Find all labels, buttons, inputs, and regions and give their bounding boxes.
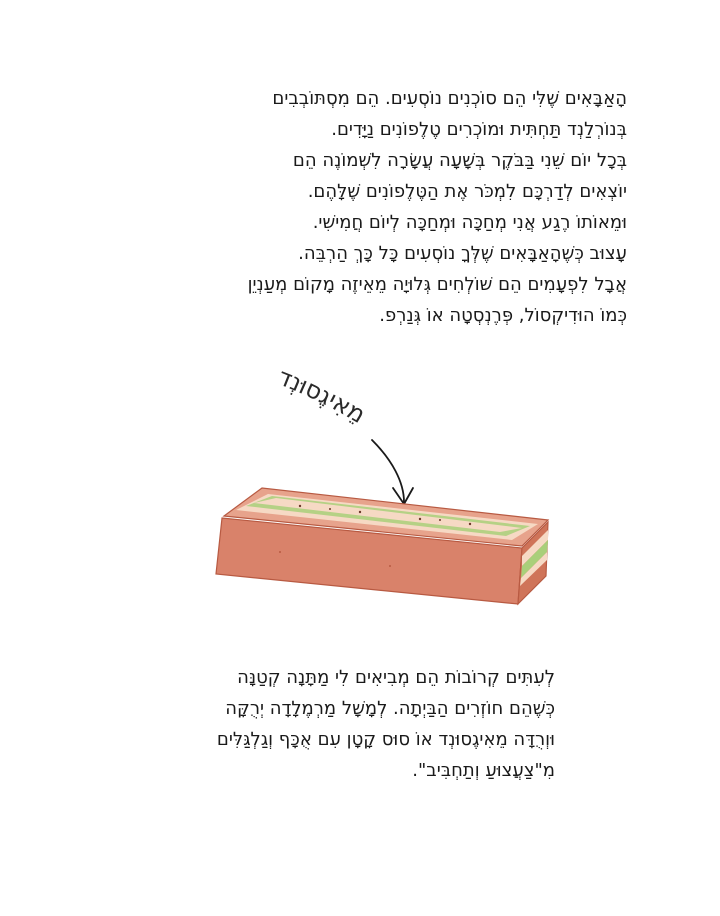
text-line: לְעִתִּים קְרוֹבוֹת הֵם מְבִיאִים לִי מַתָּנָה קְטַנָּה xyxy=(237,667,555,688)
illustration-label: מֵאִיגֶסוּנְד xyxy=(274,362,371,429)
text-line: הָאַבָּאִים שֶׁלִּי הֵם סוֹכְנִים נוֹסְעִים. הֵם מִסְתּוֹבְבִים xyxy=(272,88,627,109)
bottom-paragraph xyxy=(217,662,555,786)
text-line: וּמֵאוֹתוֹ רֶגַע אֲנִי מְחַכָּה וּמְחַכָּה לְיוֹם חֲמִישִׁי. xyxy=(312,212,627,233)
text-line: כְּשֶׁהֵם חוֹזְרִים הַבַּיְתָה. לְמָשָׁל מַרְמֶלָדָה יְרֻקָּה xyxy=(225,698,555,719)
text-line: אֲבָל לִפְעָמִים הֵם שׁוֹלְחִים גְּלוּיָה מֵאֵיזֶה מָקוֹם מְעַנְיֵן xyxy=(247,274,627,295)
text-line: עָצוּב כְּשֶׁהָאַבָּאִים שֶׁלְּךָ נוֹסְעִים כָּל כָּךְ הַרְבֵּה. xyxy=(298,243,627,264)
text-line: מִ"צַעֲצוּעַ וְתַחְבִּיב". xyxy=(412,760,555,781)
text-line: כְּמוֹ הוּדִיקְסוֹל, פְּרֶנְסְטָה אוֹ גְּנַרְפ. xyxy=(379,305,627,326)
text-line: בְּנוֹרְלַנְד תַּחְתִּית וּמוֹכְרִים טֶלֶפוֹנִים נַיָּדִים. xyxy=(331,119,627,140)
text-line: יוֹצְאִים לְדַרְכָּם לִמְכֹּר אֶת הַטֶּלֶפוֹנִים שֶׁלָּהֶם. xyxy=(307,181,627,202)
cake-illustration xyxy=(0,360,720,620)
arrow-icon xyxy=(372,440,404,502)
cake-bar-icon xyxy=(216,488,548,604)
top-paragraph xyxy=(248,83,627,331)
text-line: וּוְרֻדָּה מֵאִיגֶסוּנְד אוֹ סוּס קָטָן עִם אֻכָּף וְגַלְגַּלִּים xyxy=(216,729,555,750)
text-line: בְּכָל יוֹם שֵׁנִי בַּבֹּקֶר בְּשָׁעָה עֲשָׂרָה לִשְׁמוֹנֶה הֵם xyxy=(292,150,627,171)
